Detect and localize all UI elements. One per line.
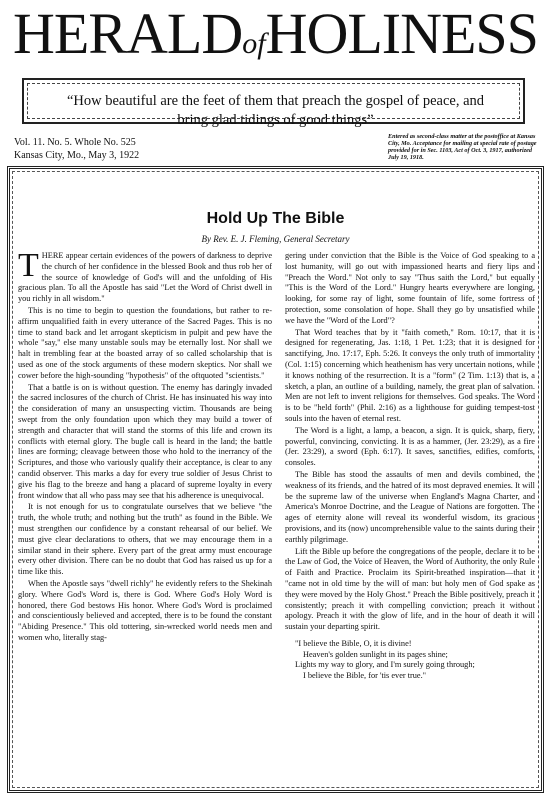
motto-line-1: “How beautiful are the feet of them that preach the gospel of peace, and bbox=[66, 93, 485, 109]
issue-volume: Vol. 11. No. 5. Whole No. 525 bbox=[14, 137, 136, 148]
article-column-left bbox=[18, 247, 272, 645]
paragraph: THERE appear certain evidences of the powers of darkness to deprive the church of her confidence in the blessed Book and thus rob her of the source of knowledge of God's will and the unfolding of His gracious plan. To all the Apostle has said "Let the Word of Christ dwell in you richly in all wisdom." bbox=[18, 247, 272, 304]
masthead-of: of bbox=[242, 27, 266, 60]
paragraph: The Word is a light, a lamp, a beacon, a sign. It is quick, sharp, fiery, powerful, convincing, convicting. It is as a hammer, (Jer. 23:29), as a fire (Jer. 23:29), a sword (Eph. 6:17). It saves, sanctifies, edifies, comforts, consoles. bbox=[285, 425, 535, 468]
article-byline: By Rev. E. J. Fleming, General Secretary bbox=[201, 234, 350, 244]
paragraph: The Bible has stood the assaults of men and devils combined, the weakness of its friends, and the hatred of its most depraved enemies. It will be the supreme law of the universe when England's Magna Charter, and America's Monroe Doctrine, and the League of Nations are forgotten. The ages of eternity alone will reveal its wonderful wisdom, its gracious provisions, and its (now) uncomprehensible value to the saints during their earthly pilgrimage. bbox=[285, 469, 535, 544]
postal-notice: Entered as second-class matter at the postoffice at Kansas City, Mo. Acceptance for mailing at special rate of postage provided for in Sec. 1103, Act of Oct. 3, 1917, authorized July 19, 1918. bbox=[388, 133, 537, 161]
masthead bbox=[0, 1, 551, 74]
masthead-herald: HERALD bbox=[13, 1, 243, 66]
poem-line: I believe the Bible, for 'tis ever true." bbox=[303, 671, 427, 681]
poem bbox=[295, 639, 535, 682]
article-title: Hold Up The Bible bbox=[206, 210, 345, 227]
paragraph: This is no time to begin to question the foundations, but rather to re-affirm unqualified faith in every utterance of the Sacred Pages. This is no time to stand back and let arrogant skepticism in pulpit and pew have the whole "say," else many unstable souls may be eternally lost. Nor shall we halt in trembling fear at the boasted array of so called scholarship that is used as one of the stock arguments of these modern skeptics. Nor shall we cower before the high-sounding "hypothesis" of the oftquoted "scientists." bbox=[18, 305, 272, 380]
paragraph: It is not enough for us to congratulate ourselves that we believe "the truth, the whole truth; and nothing but the truth" as found in the Bible. We must strengthen our confidence by a constant rehearsal of our belief. We must give clear declarations to others, that we may encourage them in a similar stand in their sphere. Every part of the great army must encourage every other division. There can be no doubt that God has raised us up for a time like this. bbox=[18, 502, 272, 577]
poem-line: "I believe the Bible, O, it is divine! bbox=[295, 638, 412, 648]
paragraph: Lift the Bible up before the congregations of the people, declare it to be the Law of God, the Voice of Heaven, the Word of Authority, the only Rule of Faith and Practice. Proclaim its Spirit-breathed inspiration—that it "came not in old time by the will of man: but holy men of God spake as they were moved by the Holy Ghost." Preach the Bible positively, preach it consistently; preach it with compelling conviction; preach it without apology. Preach it with the glow of life, and in the hour of death it will sustain your departing spirit. bbox=[285, 546, 535, 632]
paragraph: gering under conviction that the Bible is the Voice of God speaking to a lost humanity, will go out with impassioned hearts and fiery lips and "Preach the Word." Not only to say "Thus saith the Lord," but equally "This is the Word of the Lord." Hungry hearts everywhere are longing, looking, for some ray of light, some fountain of life, some fortress of protection, some consolation of hope. Shall they go by unsatisfied while we have the "Word of the Lord"? bbox=[285, 251, 535, 325]
poem-line: Heaven's golden sunlight in its pages shine; bbox=[303, 649, 448, 659]
poem-line: Lights my way to glory, and I'm surely going through; bbox=[295, 660, 475, 670]
paragraph: When the Apostle says "dwell richly" he evidently refers to the Shekinah glory. Where God's Word is, there is God. Where God's Holy Word is honored, there God bestows His honor. Where God's Word is proclaimed and conscientiously believed and accepted, there is to be found the constant "Abiding Presence." This old tottering, sin-wrecked world needs men and women who, literally stag- bbox=[18, 578, 272, 642]
paragraph: That Word teaches that by it "faith cometh," Rom. 10:17, that it is designed for regenerating, Jas. 1:18, 1 Pet. 1:23; that it is designed for sanctifying, Jno. 17:17, Eph. 5:26. It conveys the only truth of immortality (Col. 1:15) concerning which heathenism has very uncertain notions, while it knows nothing of the resurrection. It is a "form" (2 Tim. 1:13) that is, a sketch, a plan, an outline of a building, namely, the great plan of salvation. Men are not left to invent religions for themselves. God speaks. The Word is to be "held forth" (Phil. 2:16) as a lighthouse for guiding tempest-tost souls into the haven of eternal rest. bbox=[285, 327, 535, 423]
issue-info bbox=[14, 136, 139, 162]
drop-cap: T bbox=[18, 247, 39, 284]
article-column-right bbox=[285, 251, 535, 682]
issue-place-date: Kansas City, Mo., May 3, 1922 bbox=[14, 150, 140, 161]
paragraph: That a battle is on is without question. The enemy has daringly invaded the sacred inclosures of the church of Christ. He has insinuated his way into the consideration of many an unsuspecting victim. Thousands are being swept from the only foundation upon which they may build a tower of strength and character that will stand the storms of this life and crown its conflicts with eternal glory. The bugle call is heard in the land; the battle lines are forming; cleavage between those who hold to the inerrancy of the Scriptures, and those who variously qualify their acceptance, is clear to any candid observer. This marks a day for every true soldier of Jesus Christ to give his flag to the breeze and hang a placard of supreme loyalty in every front window that all who pass may see that his adherence is unequivocal. bbox=[18, 382, 272, 500]
masthead-holiness: HOLINESS bbox=[265, 1, 538, 66]
motto-line-2: bring glad tidings of good things” bbox=[177, 112, 374, 128]
motto bbox=[0, 92, 551, 130]
